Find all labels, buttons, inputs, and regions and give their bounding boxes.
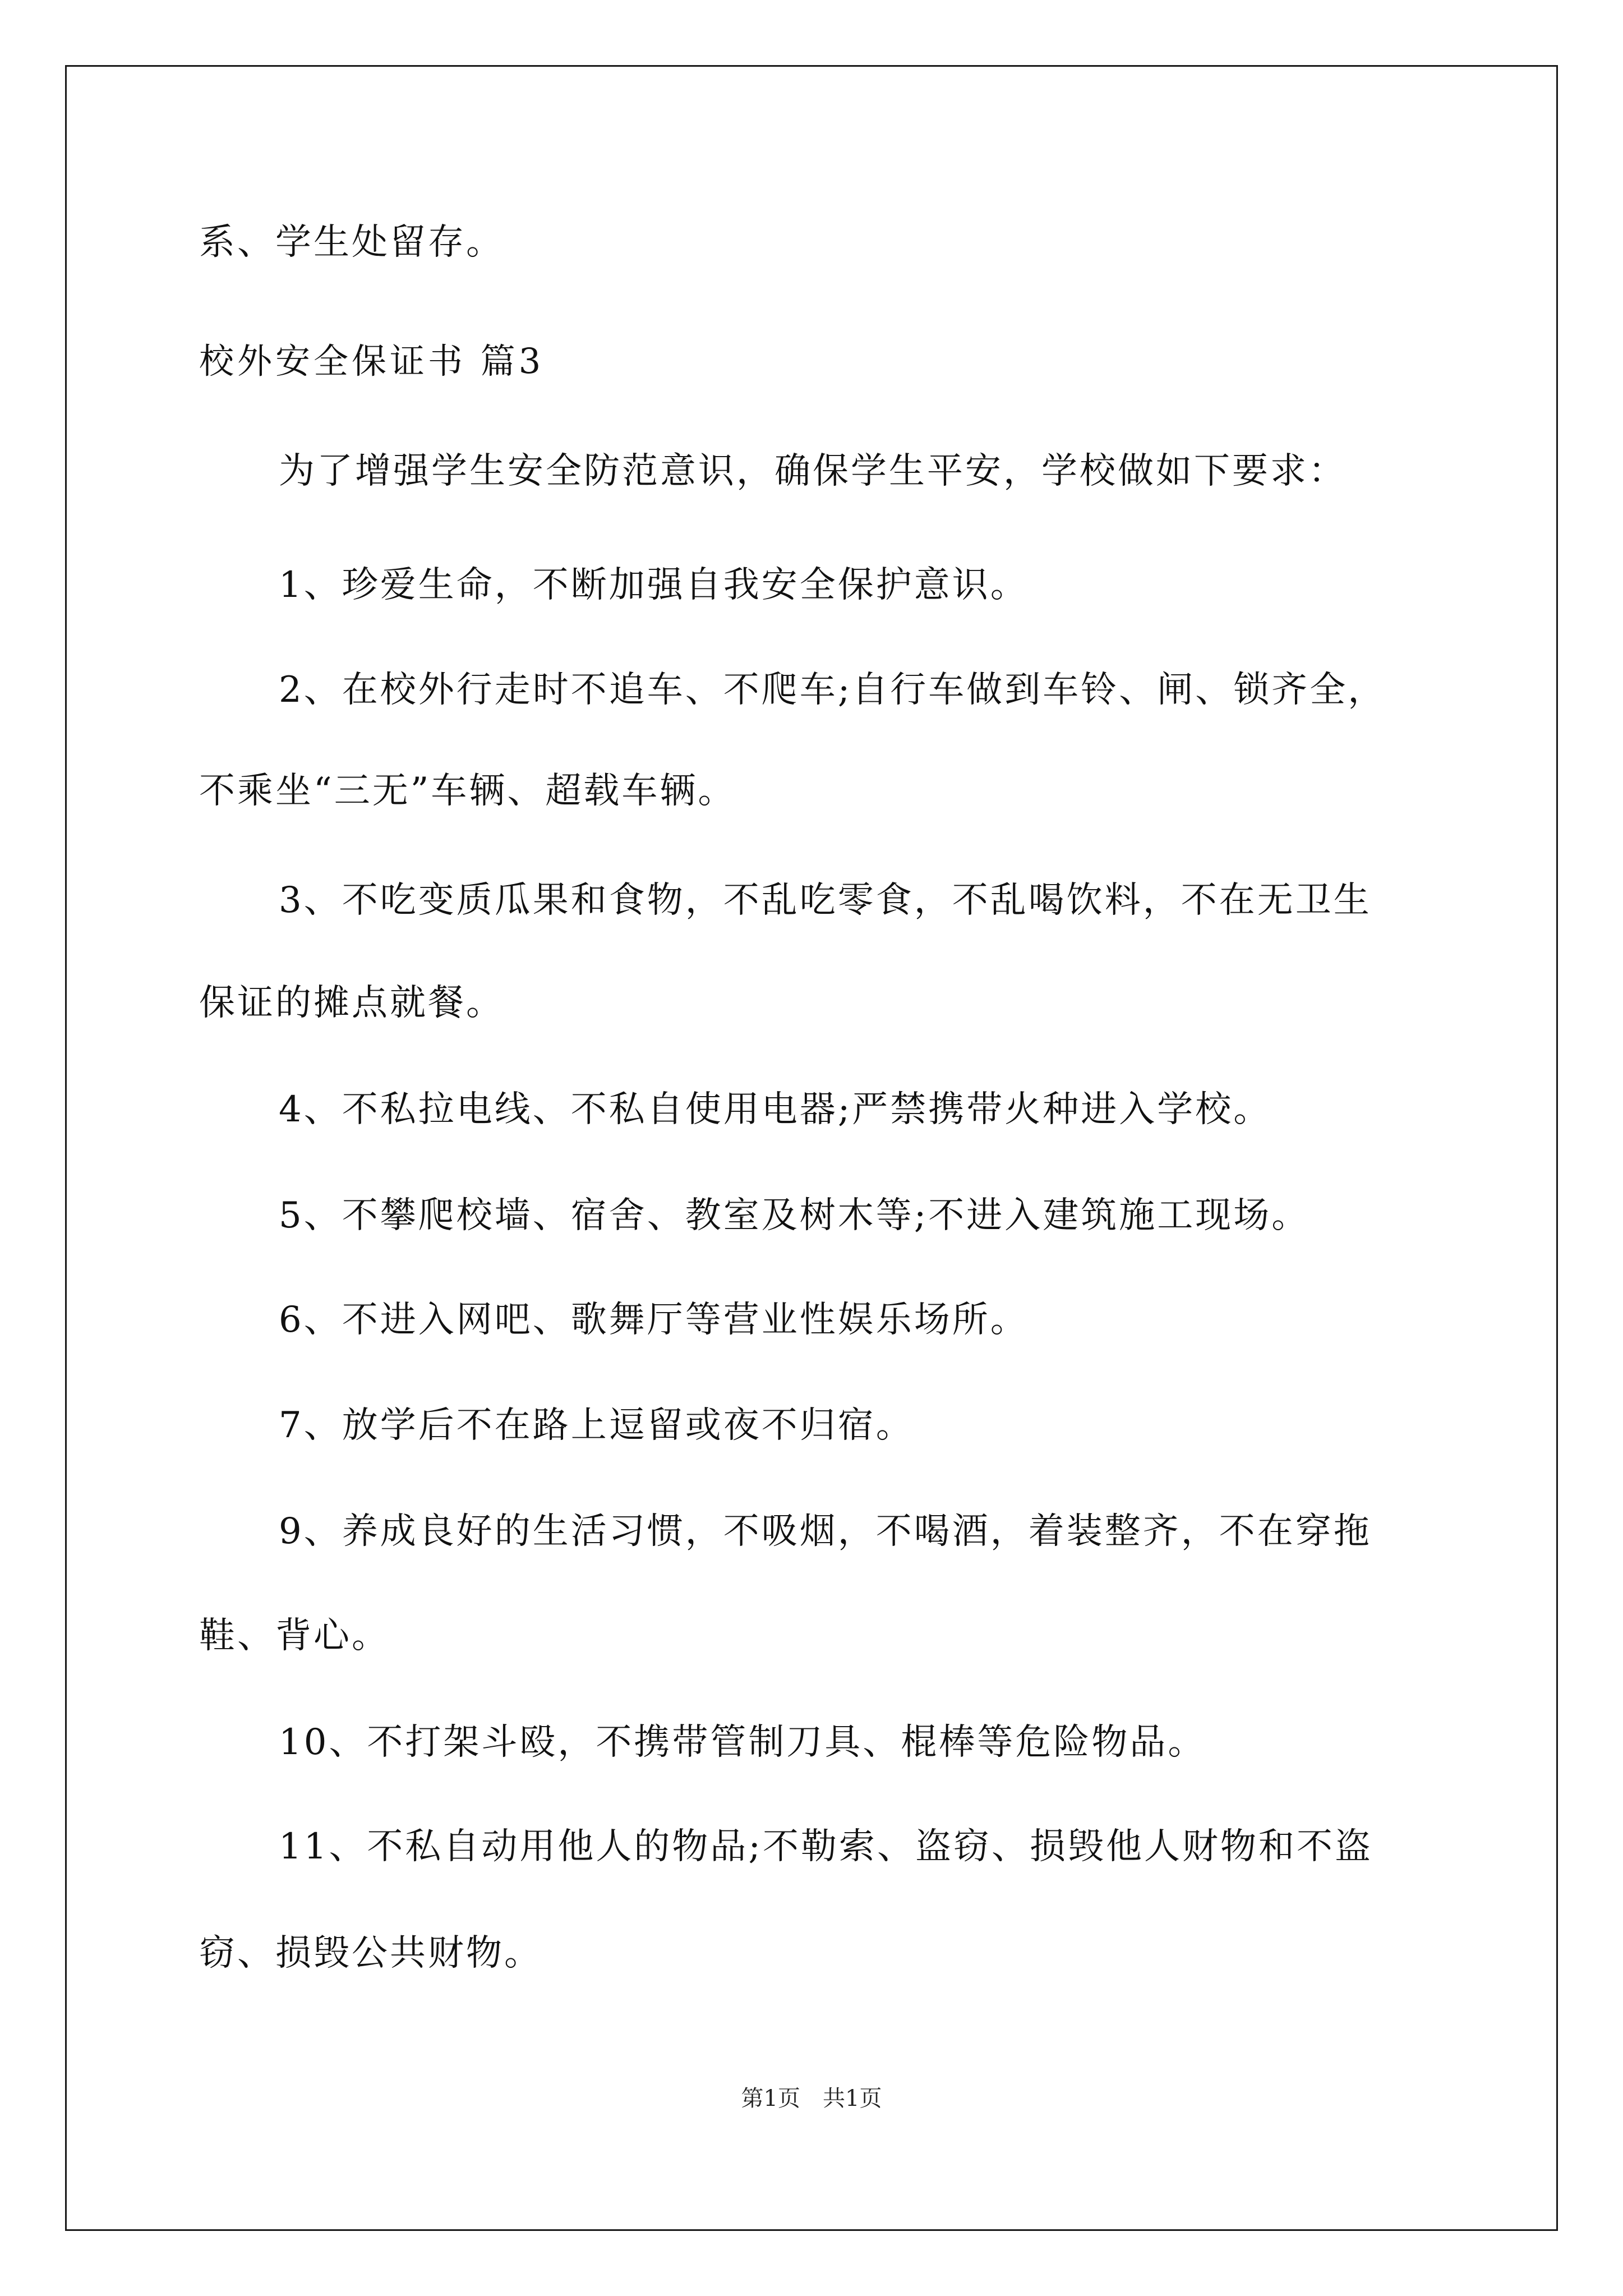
list-item-9-cont: 鞋、背心。 bbox=[199, 1615, 390, 1657]
list-item-3-cont: 保证的摊点就餐。 bbox=[199, 982, 504, 1024]
list-item-2: 2、在校外行走时不追车、不爬车;自行车做到车铃、闸、锁齐全， bbox=[279, 669, 1386, 711]
list-item-10: 10、不打架斗殴，不携带管制刀具、棍棒等危险物品。 bbox=[279, 1722, 1206, 1763]
list-item-11-cont: 窃、损毁公共财物。 bbox=[199, 1932, 542, 1974]
list-item-5: 5、不攀爬校墙、宿舍、教室及树木等;不进入建筑施工现场。 bbox=[279, 1195, 1310, 1236]
page-border bbox=[65, 65, 1558, 2231]
text-line-intro: 为了增强学生安全防范意识，确保学生平安，学校做如下要求： bbox=[279, 450, 1347, 492]
list-item-9: 9、养成良好的生活习惯，不吸烟，不喝酒，着装整齐，不在穿拖 bbox=[279, 1511, 1372, 1552]
page-footer: 第1页 共1页 bbox=[741, 2086, 882, 2111]
text-line-1: 系、学生处留存。 bbox=[199, 222, 504, 263]
list-item-4: 4、不私拉电线、不私自使用电器;严禁携带火种进入学校。 bbox=[279, 1089, 1272, 1130]
list-item-1: 1、珍爱生命，不断加强自我安全保护意识。 bbox=[279, 564, 1029, 606]
list-item-2-cont: 不乘坐“三无”车辆、超载车辆。 bbox=[199, 770, 736, 812]
list-item-7: 7、放学后不在路上逗留或夜不归宿。 bbox=[279, 1405, 914, 1446]
list-item-6: 6、不进入网吧、歌舞厅等营业性娱乐场所。 bbox=[279, 1299, 1029, 1341]
list-item-3: 3、不吃变质瓜果和食物，不乱吃零食，不乱喝饮料，不在无卫生 bbox=[279, 880, 1372, 921]
list-item-11: 11、不私自动用他人的物品;不勒索、盗窃、损毁他人财物和不盗 bbox=[279, 1826, 1373, 1867]
section-title: 校外安全保证书 篇3 bbox=[199, 341, 545, 381]
